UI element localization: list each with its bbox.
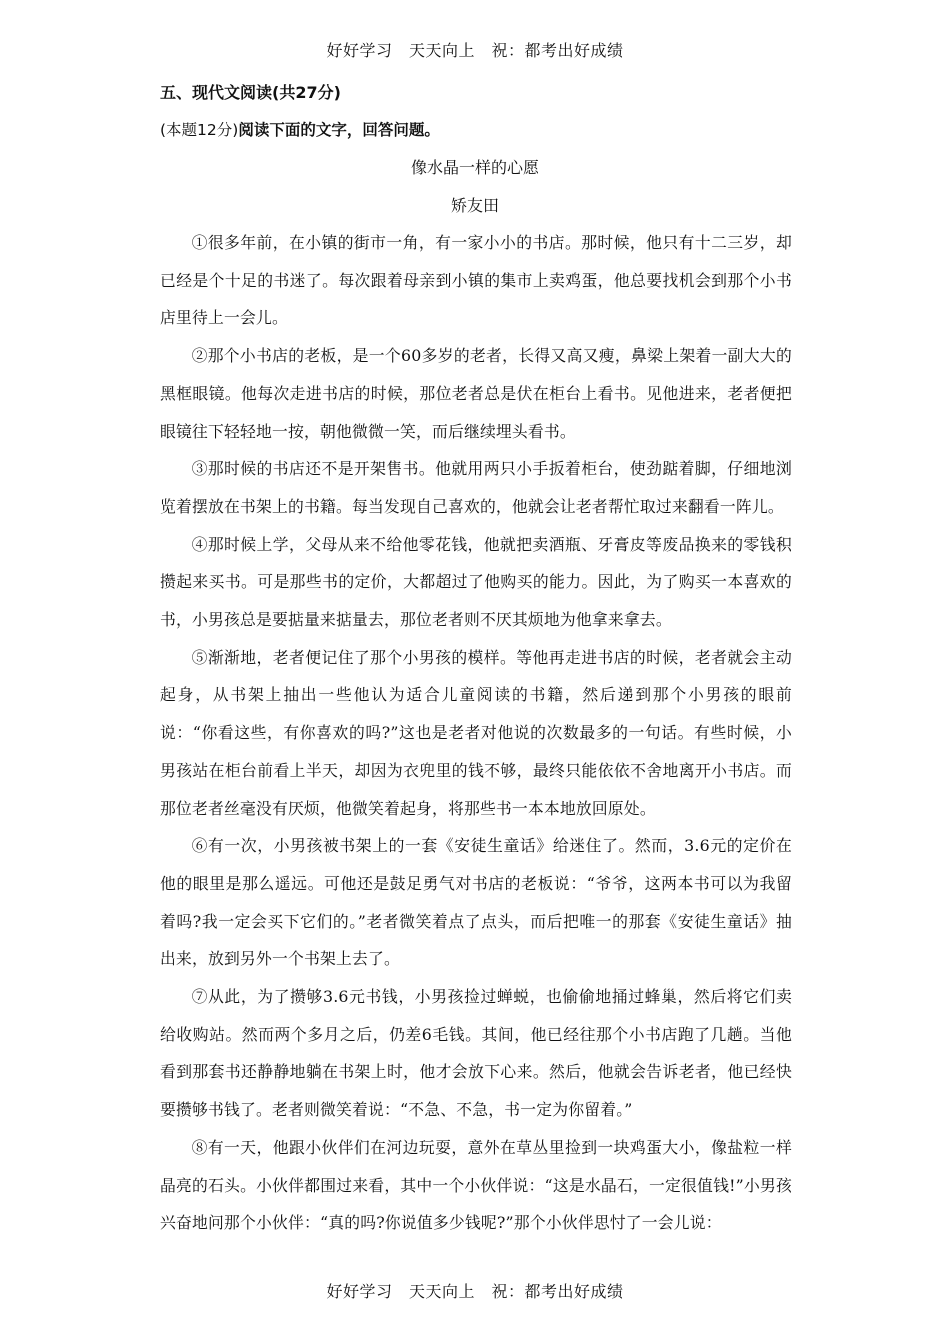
page-footer: 好好学习 天天向上 祝：都考出好成绩	[326, 1282, 624, 1301]
instruction-text: 阅读下面的文字，回答问题。	[238, 121, 440, 139]
section-title: 五、现代文阅读(共27分)	[160, 83, 341, 102]
paragraph-2: ②那个小书店的老板，是一个60多岁的老者，长得又高又瘦，鼻梁上架着一副大大的黑框眼镜。他每次走进书店的时候，那位老者总是伏在柜台上看书。见他进来，老者便把眼镜往下轻轻地一按，朝他微微一笑，而后继续埋头看书。	[160, 346, 792, 441]
paragraph-3: ③那时候的书店还不是开架售书。他就用两只小手扳着柜台，使劲踮着脚，仔细地浏览着摆放在书架上的书籍。每当发现自己喜欢的，他就会让老者帮忙取过来翻看一阵儿。	[160, 459, 792, 516]
paragraph-4: ④那时候上学，父母从来不给他零花钱，他就把卖酒瓶、牙膏皮等废品换来的零钱积攒起来买书。可是那些书的定价，大都超过了他购买的能力。因此，为了购买一本喜欢的书，小男孩总是要掂量来掂量去，那位老者则不厌其烦地为他拿来拿去。	[160, 534, 792, 630]
page-header: 好好学习 天天向上 祝：都考出好成绩	[326, 41, 624, 60]
paragraph-5: ⑤渐渐地，老者便记住了那个小男孩的模样。等他再走进书店的时候，老者就会主动起身，从书架上抽出一些他认为适合儿童阅读的书籍，然后递到那个小男孩的眼前说：“你看这些，有你喜欢的吗?”这也是老者对他说的次数最多的一句话。有些时候，小男孩站在柜台前看上半天，却因为衣兜里的钱不够，最终只能依依不舍地离开小书店。而那位老者丝毫没有厌烦，他微笑着起身，将那些书一本本地放回原处。	[160, 647, 792, 818]
paragraph-6: ⑥有一次，小男孩被书架上的一套《安徒生童话》给迷住了。然而，3.6元的定价在他的眼里是那么遥远。可他还是鼓足勇气对书店的老板说：“爷爷，这两本书可以为我留着吗?我一定会买下它们的。”老者微笑着点了点头，而后把唯一的那套《安徒生童话》抽出来，放到另外一个书架上去了。	[160, 836, 792, 969]
question-instruction	[160, 118, 440, 140]
article-author: 矫友田	[450, 196, 499, 215]
paragraph-8: ⑧有一天，他跟小伙伴们在河边玩耍，意外在草丛里捡到一块鸡蛋大小，像盐粒一样晶亮的石头。小伙伴都围过来看，其中一个小伙伴说：“这是水晶石，一定很值钱!”小男孩兴奋地问那个小伙伴：“真的吗?你说值多少钱呢?”那个小伙伴思忖了一会儿说：	[160, 1137, 792, 1233]
paragraph-7: ⑦从此，为了攒够3.6元书钱，小男孩捡过蝉蜕，也偷偷地捅过蜂巢，然后将它们卖给收购站。然而两个多月之后，仍差6毛钱。其间，他已经往那个小书店跑了几趟。当他看到那套书还静静地躺在书架上时，他才会放下心来。然后，他就会告诉老者，他已经快要攒够书钱了。老者则微笑着说：“不急、不急，书一定为你留着。”	[160, 987, 792, 1120]
score-note: (本题12分)	[160, 121, 239, 139]
article-title: 像水晶一样的心愿	[410, 158, 539, 177]
paragraph-1: ①很多年前，在小镇的街市一角，有一家小小的书店。那时候，他只有十二三岁，却已经是个十足的书迷了。每次跟着母亲到小镇的集市上卖鸡蛋，他总要找机会到那个小书店里待上一会儿。	[160, 233, 792, 328]
article-body	[160, 224, 792, 1242]
